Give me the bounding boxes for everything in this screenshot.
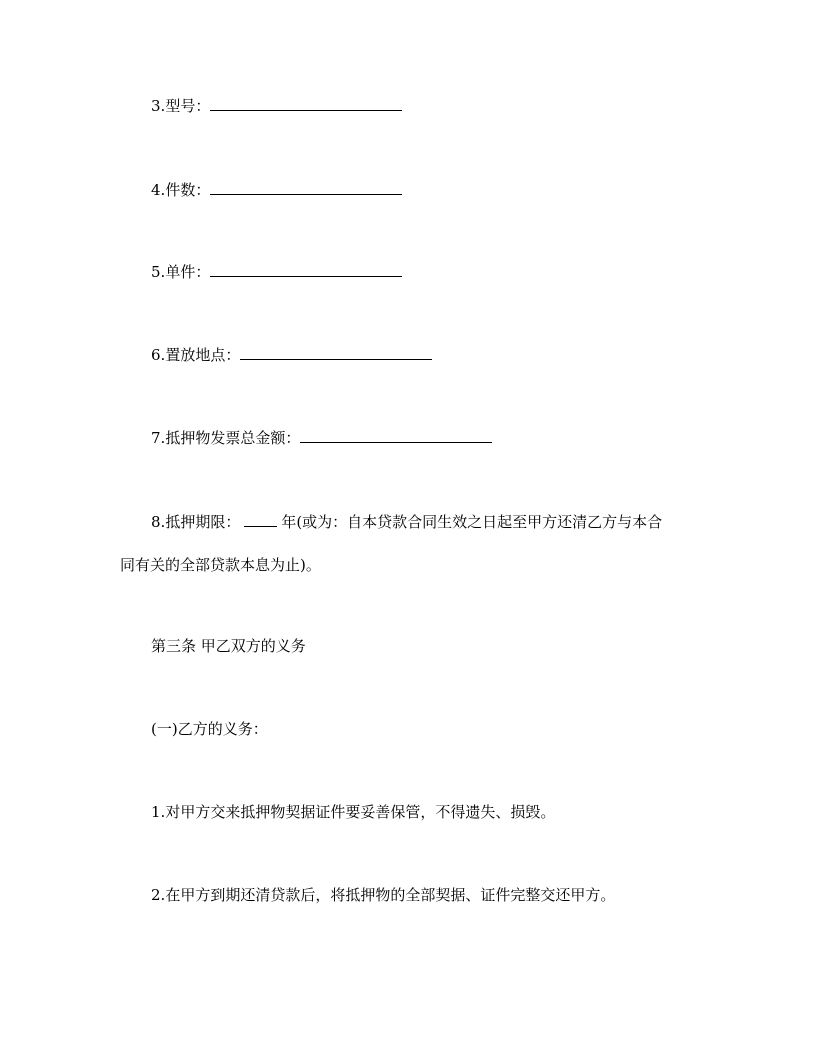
duty-item <box>151 885 615 905</box>
duty-text: 在甲方到期还清贷款后，将抵押物的全部契据、证件完整交还甲方。 <box>165 886 616 904</box>
field-number: 3. <box>151 97 166 115</box>
fill-blank <box>244 512 277 527</box>
term-text: 年(或为：自本贷款合同生效之日起至甲方还清乙方与本合 <box>281 513 663 531</box>
field-label: 抵押物发票总金额： <box>165 429 301 447</box>
fill-blank <box>210 180 402 195</box>
field-quantity <box>151 180 402 200</box>
article-title: 第三条 甲乙双方的义务 <box>151 637 306 655</box>
field-model <box>151 96 402 116</box>
field-number: 5. <box>151 263 166 281</box>
field-location <box>151 345 432 365</box>
field-number: 7. <box>151 429 166 447</box>
field-mortgage-term <box>151 512 662 532</box>
fill-blank <box>240 345 432 360</box>
field-number: 8. <box>151 513 166 531</box>
field-label: 抵押期限： <box>165 513 241 531</box>
field-label: 单件： <box>165 263 211 281</box>
duty-number: 2. <box>151 886 166 904</box>
duty-text: 对甲方交来抵押物契据证件要妥善保管，不得遗失、损毁。 <box>165 803 556 821</box>
field-label: 型号： <box>165 97 211 115</box>
field-label: 件数： <box>165 181 211 199</box>
field-number: 4. <box>151 181 166 199</box>
field-unit <box>151 262 402 282</box>
field-label: 置放地点： <box>165 346 241 364</box>
duty-item <box>151 802 555 822</box>
term-continuation: 同有关的全部贷款本息为止)。 <box>120 556 321 574</box>
section-title: (一)乙方的义务： <box>151 720 268 738</box>
fill-blank <box>210 262 402 277</box>
fill-blank <box>300 428 492 443</box>
duty-number: 1. <box>151 803 166 821</box>
fill-blank <box>210 96 402 111</box>
field-number: 6. <box>151 346 166 364</box>
field-invoice-amount <box>151 428 492 448</box>
